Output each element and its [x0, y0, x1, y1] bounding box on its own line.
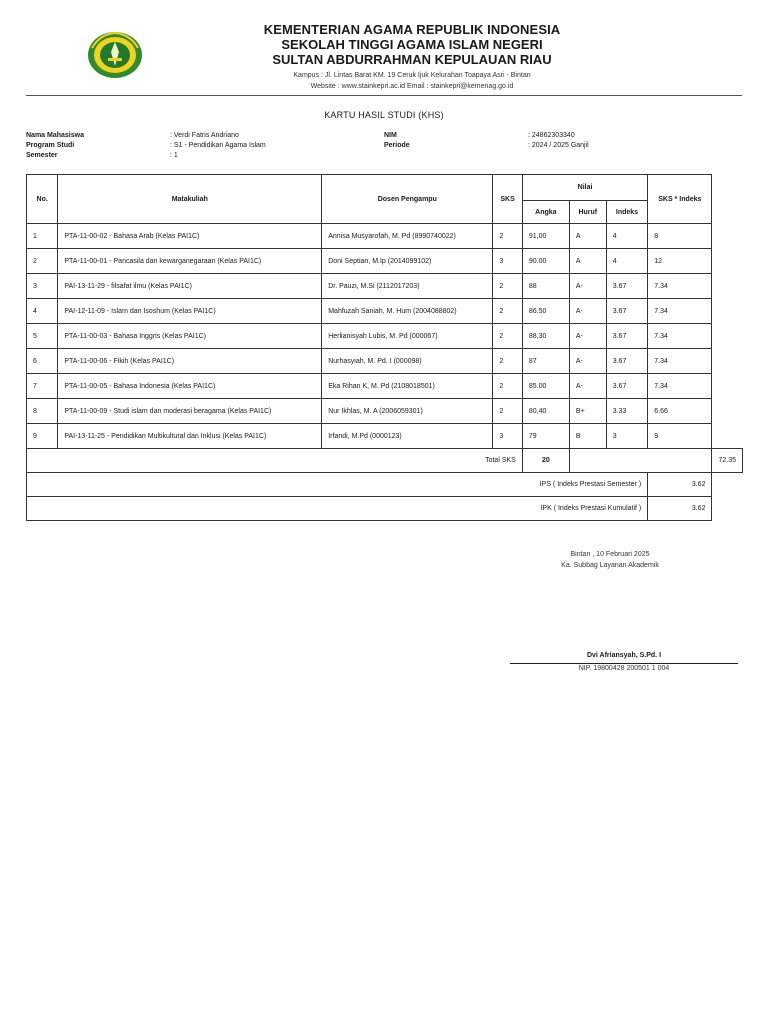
cell-huruf: A	[569, 249, 606, 274]
signer-position: Ka. Subbag Layanan Akademik	[561, 562, 659, 569]
ipk-value: 3.62	[648, 497, 712, 521]
signature-block	[530, 549, 690, 571]
college-subtitle: SULTAN ABDURRAHMAN KEPULAUAN RIAU	[272, 52, 552, 67]
period-value: : 2024 / 2025 Ganjil	[528, 142, 589, 149]
cell-huruf: A-	[569, 349, 606, 374]
cell-matakuliah: PTA-11-00-02 - Bahasa Arab (Kelas PAI1C)	[58, 224, 322, 249]
table-row	[27, 349, 743, 374]
total-blank	[569, 449, 712, 473]
cell-angka: 79	[522, 424, 569, 449]
student-labels-right	[384, 131, 504, 151]
cell-no: 1	[27, 224, 58, 249]
cell-sks: 2	[493, 324, 523, 349]
ips-value: 3.62	[648, 473, 712, 497]
nim-label: NIM	[384, 132, 397, 139]
table-row	[27, 299, 743, 324]
cell-sks-indeks: 7.34	[648, 274, 712, 299]
cell-huruf: A-	[569, 374, 606, 399]
signer-name: Dvi Afriansyah, S.Pd. I	[586, 652, 662, 659]
header-divider	[26, 95, 742, 96]
cell-angka: 90.00	[522, 249, 569, 274]
program-value: : S1 - Pendidikan Agama Islam	[170, 142, 266, 149]
cell-indeks: 4	[606, 249, 648, 274]
table-row	[27, 274, 743, 299]
cell-sks: 2	[493, 299, 523, 324]
table-row	[27, 324, 743, 349]
cell-huruf: B+	[569, 399, 606, 424]
cell-sks-indeks: 7.34	[648, 374, 712, 399]
ips-row	[27, 473, 743, 497]
semester-label: Semester	[26, 152, 58, 159]
table-row	[27, 249, 743, 274]
cell-dosen: Mahfuzah Saniah, M. Hum (2004088802)	[322, 299, 493, 324]
name-label: Nama Mahasiswa	[26, 132, 84, 139]
cell-sks: 2	[493, 274, 523, 299]
ministry-name: KEMENTERIAN AGAMA REPUBLIK INDONESIA	[263, 22, 561, 37]
cell-matakuliah: PTA-11-00-01 - Pancasila dan kewarganegaraan (Kelas PAI1C)	[58, 249, 322, 274]
cell-sks-indeks: 7.34	[648, 349, 712, 374]
cell-angka: 87	[522, 349, 569, 374]
cell-indeks: 4	[606, 224, 648, 249]
header-dosen: Dosen Pengampu	[322, 175, 493, 224]
header-huruf: Huruf	[569, 201, 606, 224]
cell-angka: 88,30	[522, 324, 569, 349]
cell-no: 2	[27, 249, 58, 274]
grades-table	[26, 174, 743, 521]
cell-dosen: Nur Ikhlas, M. A (2006059301)	[322, 399, 493, 424]
cell-sks-indeks: 7.34	[648, 299, 712, 324]
period-label: Periode	[384, 142, 410, 149]
cell-indeks: 3.67	[606, 374, 648, 399]
ipk-row	[27, 497, 743, 521]
header-sks-indeks: SKS * Indeks	[648, 175, 712, 224]
student-values-right	[528, 131, 728, 151]
table-row	[27, 399, 743, 424]
cell-matakuliah: PAI-12-11-09 - Islam dan Isoshum (Kelas PAI1C)	[58, 299, 322, 324]
cell-angka: 86.50	[522, 299, 569, 324]
cell-dosen: Eka Rihan K, M. Pd (2108018501)	[322, 374, 493, 399]
table-row	[27, 224, 743, 249]
cell-huruf: A-	[569, 274, 606, 299]
cell-sks-indeks: 12	[648, 249, 712, 274]
semester-value: : 1	[170, 152, 178, 159]
cell-matakuliah: PTA-11-00-09 - Studi islam dan moderasi beragama (Kelas PAI1C)	[58, 399, 322, 424]
cell-no: 8	[27, 399, 58, 424]
place-date: Bintan , 10 Februari 2025	[570, 551, 650, 558]
name-value: : Verdi Fatris Andriano	[170, 132, 239, 139]
cell-sks: 2	[493, 399, 523, 424]
cell-indeks: 3.33	[606, 399, 648, 424]
header-indeks: Indeks	[606, 201, 648, 224]
cell-sks: 3	[493, 249, 523, 274]
institution-header	[200, 22, 624, 92]
cell-huruf: A-	[569, 324, 606, 349]
cell-sks: 2	[493, 224, 523, 249]
cell-indeks: 3.67	[606, 349, 648, 374]
signature-line	[510, 663, 738, 664]
signer-nip: NIP. 19800428 200501 1 004	[578, 665, 670, 672]
cell-no: 6	[27, 349, 58, 374]
cell-sks-indeks: 6.66	[648, 399, 712, 424]
cell-dosen: Doni Septian, M.Ip (2014099102)	[322, 249, 493, 274]
document-title: KARTU HASIL STUDI (KHS)	[324, 110, 444, 120]
cell-angka: 85.00	[522, 374, 569, 399]
cell-matakuliah: PTA-11-00-06 - Fikih (Kelas PAI1C)	[58, 349, 322, 374]
cell-no: 7	[27, 374, 58, 399]
cell-huruf: A-	[569, 299, 606, 324]
total-row	[27, 449, 743, 473]
cell-matakuliah: PTA-11-00-03 - Bahasa Inggris (Kelas PAI1C)	[58, 324, 322, 349]
header-nilai: Nilai	[522, 175, 647, 201]
cell-no: 9	[27, 424, 58, 449]
contact-info: Website : www.stainkepri.ac.id Email : stainkepri@kemenag.go.id	[310, 83, 514, 90]
cell-angka: 88	[522, 274, 569, 299]
campus-address: Kampus : Jl. Lintas Barat KM. 19 Ceruk Ijuk Kelurahan Toapaya Asri - Bintan	[293, 72, 531, 79]
cell-angka: 80,40	[522, 399, 569, 424]
university-logo	[86, 28, 144, 80]
ipk-label: IPK ( Indeks Prestasi Kumulatif )	[27, 497, 648, 521]
cell-dosen: Annisa Musyarofah, M. Pd (8990740022)	[322, 224, 493, 249]
student-labels	[26, 131, 166, 161]
header-sks: SKS	[493, 175, 523, 224]
cell-no: 3	[27, 274, 58, 299]
cell-indeks: 3	[606, 424, 648, 449]
college-name: SEKOLAH TINGGI AGAMA ISLAM NEGERI	[281, 37, 543, 52]
total-sks: 20	[522, 449, 569, 473]
header-matakuliah: Matakuliah	[58, 175, 322, 224]
cell-sks: 3	[493, 424, 523, 449]
cell-dosen: Irfandi, M.Pd (0000123)	[322, 424, 493, 449]
header-no: No.	[27, 175, 58, 224]
cell-sks: 2	[493, 349, 523, 374]
cell-sks: 2	[493, 374, 523, 399]
cell-indeks: 3.67	[606, 299, 648, 324]
table-row	[27, 374, 743, 399]
cell-matakuliah: PAI-13-11-29 - filsafat ilmu (Kelas PAI1C)	[58, 274, 322, 299]
cell-dosen: Herlianisyah Lubis, M. Pd (000067)	[322, 324, 493, 349]
student-values	[170, 131, 370, 161]
cell-dosen: Dr. Pauzi, M.Si (2112017203)	[322, 274, 493, 299]
cell-sks-indeks: 9	[648, 424, 712, 449]
program-label: Program Studi	[26, 142, 75, 149]
cell-indeks: 3.67	[606, 274, 648, 299]
cell-sks-indeks: 8	[648, 224, 712, 249]
cell-dosen: Nurhasyiah, M. Pd. I (000098)	[322, 349, 493, 374]
cell-no: 5	[27, 324, 58, 349]
header-angka: Angka	[522, 201, 569, 224]
total-label: Total SKS	[27, 449, 523, 473]
cell-matakuliah: PAI-13-11-25 - Pendidikan Multikultural dan Inklusi (Kelas PAI1C)	[58, 424, 322, 449]
cell-sks-indeks: 7.34	[648, 324, 712, 349]
total-sks-indeks: 72.35	[712, 449, 743, 473]
cell-angka: 91,00	[522, 224, 569, 249]
table-row	[27, 424, 743, 449]
ips-label: IPS ( Indeks Prestasi Semester )	[27, 473, 648, 497]
cell-huruf: B	[569, 424, 606, 449]
cell-indeks: 3.67	[606, 324, 648, 349]
cell-no: 4	[27, 299, 58, 324]
cell-huruf: A	[569, 224, 606, 249]
cell-matakuliah: PTA-11-00-05 - Bahasa Indonesia (Kelas PAI1C)	[58, 374, 322, 399]
nim-value: : 24862303340	[528, 132, 575, 139]
